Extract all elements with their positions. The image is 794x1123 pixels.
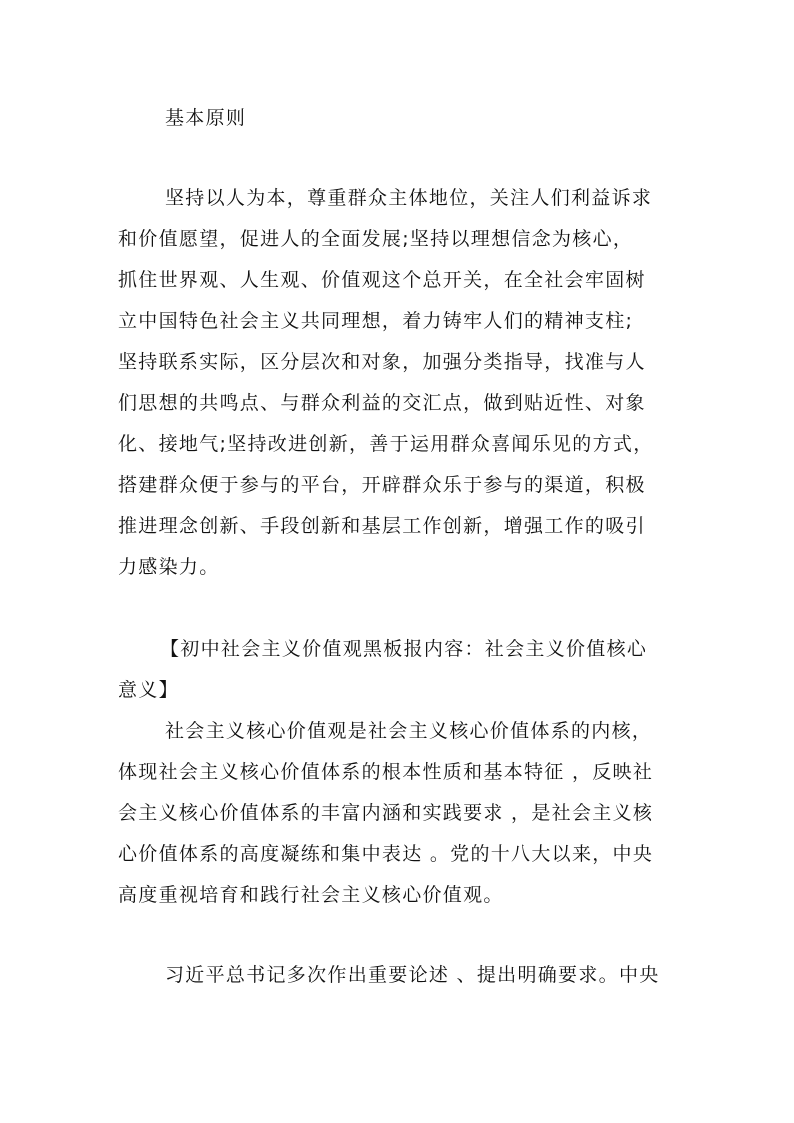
paragraph-line: 立中国特色社会主义共同理想，着力铸牢人们的精神支柱; [118, 310, 634, 332]
paragraph-line: 力感染力。 [118, 556, 220, 578]
paragraph-line: 会主义核心价值体系的丰富内涵和实践要求 ，是社会主义核 [118, 802, 654, 824]
paragraph-line: 坚持联系实际，区分层次和对象，加强分类指导，找准与人 [118, 351, 646, 373]
paragraph-line: 体现社会主义核心价值体系的根本性质和基本特征 ，反映社 [118, 761, 654, 783]
paragraph-line: 化、接地气;坚持改进创新，善于运用群众喜闻乐见的方式， [118, 433, 654, 455]
paragraph-line: 高度重视培育和践行社会主义核心价值观。 [118, 884, 504, 906]
paragraph-line: 们思想的共鸣点、与群众利益的交汇点，做到贴近性、对象 [118, 392, 646, 414]
paragraph-line: 社会主义核心价值观是社会主义核心价值体系的内核， [165, 720, 653, 742]
heading-line: 意义】 [118, 679, 179, 701]
paragraph-line: 心价值体系的高度凝练和集中表达 。党的十八大以来，中央 [118, 843, 654, 865]
paragraph-line: 习近平总书记多次作出重要论述 、提出明确要求。中央 [165, 964, 660, 986]
paragraph-line: 坚持以人为本，尊重群众主体地位，关注人们利益诉求 [165, 187, 653, 209]
paragraph-line: 搭建群众便于参与的平台，开辟群众乐于参与的渠道，积极 [118, 474, 646, 496]
paragraph-line: 和价值愿望，促进人的全面发展;坚持以理想信念为核心， [118, 228, 634, 250]
heading-line: 【初中社会主义价值观黑板报内容：社会主义价值核心 [160, 638, 648, 660]
paragraph-line: 推进理念创新、手段创新和基层工作创新，增强工作的吸引 [118, 515, 646, 537]
paragraph-line: 抓住世界观、人生观、价值观这个总开关，在全社会牢固树 [118, 269, 646, 291]
section-heading-basic-principles: 基本原则 [165, 107, 247, 129]
